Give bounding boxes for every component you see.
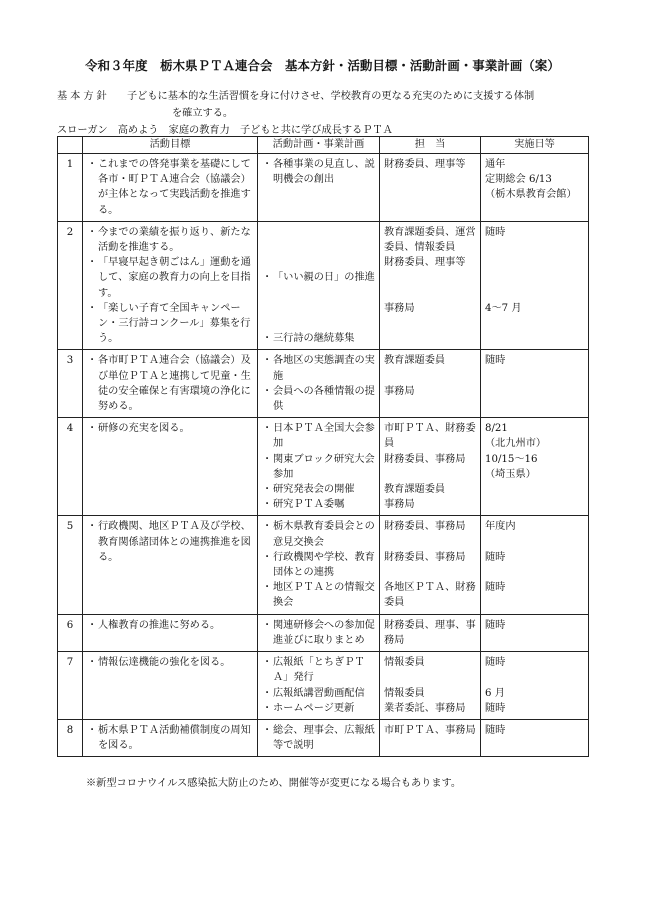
cell-plans bbox=[258, 154, 380, 222]
bullet-mark: ・ bbox=[87, 724, 98, 736]
header-charge: 担 当 bbox=[380, 137, 481, 154]
basic-policy-text: 子どもに基本的な生活習慣を身に付けさせ、学校教育の更なる充実のために支援する体制 bbox=[127, 91, 535, 102]
cell-line: 事務局 bbox=[384, 302, 415, 314]
bullet-mark: ・ bbox=[87, 257, 98, 269]
spacer-line bbox=[384, 286, 476, 301]
basic-policy-line1 bbox=[57, 88, 617, 105]
cell-dates bbox=[481, 719, 589, 756]
slogan-text: 高めよう 家庭の教育力 子どもと共に学び成長するＰＴＡ bbox=[117, 125, 393, 136]
cell-line: 情報委員 bbox=[384, 657, 425, 669]
cell-line: 事務局 bbox=[384, 499, 415, 511]
spacer-line bbox=[262, 301, 375, 316]
table-row bbox=[58, 418, 589, 516]
bullet-text: 研究発表会の開催 bbox=[273, 484, 355, 496]
cell-goals bbox=[83, 418, 258, 516]
cell-dates bbox=[481, 418, 589, 516]
table-row bbox=[58, 516, 589, 614]
cell-plans bbox=[258, 614, 380, 651]
row-number: 7 bbox=[58, 652, 83, 720]
table-row bbox=[58, 154, 589, 222]
bullet-item bbox=[87, 157, 253, 218]
bullet-mark: ・ bbox=[262, 657, 273, 669]
cell-line: 各地区ＰＴＡ、財務委員 bbox=[384, 582, 476, 609]
cell-line: 情報委員 bbox=[384, 687, 425, 699]
bullet-text: 日本ＰＴＡ全国大会参加 bbox=[273, 423, 375, 450]
cell-line: （埼玉県） bbox=[485, 468, 536, 480]
bullet-item bbox=[87, 225, 253, 255]
bullet-item bbox=[262, 421, 375, 451]
bullet-mark: ・ bbox=[262, 333, 273, 345]
spacer-line bbox=[485, 286, 584, 301]
slogan bbox=[57, 121, 393, 136]
bullet-item bbox=[262, 157, 375, 187]
header-number bbox=[58, 137, 83, 154]
cell-line: 財務委員、理事等 bbox=[384, 159, 466, 170]
cell-plans bbox=[258, 719, 380, 756]
bullet-mark: ・ bbox=[87, 423, 98, 435]
bullet-item bbox=[262, 580, 375, 610]
cell-line: 8/21 bbox=[485, 423, 508, 435]
bullet-mark: ・ bbox=[262, 521, 273, 533]
bullet-mark: ・ bbox=[262, 619, 273, 631]
cell-dates bbox=[481, 652, 589, 720]
spacer-line bbox=[384, 467, 476, 482]
bullet-item bbox=[262, 353, 375, 383]
cell-line: 随時 bbox=[485, 724, 506, 736]
cell-charge bbox=[380, 350, 481, 418]
row-number: 6 bbox=[58, 614, 83, 651]
cell-dates bbox=[481, 516, 589, 614]
bullet-mark: ・ bbox=[262, 453, 273, 465]
table-header-row bbox=[58, 137, 589, 154]
bullet-mark: ・ bbox=[87, 521, 98, 533]
table-row bbox=[58, 652, 589, 720]
cell-line: 定期総会 6/13 bbox=[485, 174, 552, 186]
cell-plans bbox=[258, 350, 380, 418]
cell-dates bbox=[481, 154, 589, 222]
bullet-mark: ・ bbox=[262, 687, 273, 699]
cell-line: 教育課題委員 bbox=[384, 355, 446, 367]
bullet-text: ホームページ更新 bbox=[273, 702, 355, 714]
cell-charge bbox=[380, 614, 481, 651]
cell-charge bbox=[380, 418, 481, 516]
spacer-line bbox=[262, 255, 375, 270]
row-number: 8 bbox=[58, 719, 83, 756]
bullet-mark: ・ bbox=[262, 355, 273, 367]
cell-charge bbox=[380, 719, 481, 756]
bullet-mark: ・ bbox=[87, 355, 98, 367]
bullet-mark: ・ bbox=[87, 159, 98, 170]
spacer-line bbox=[384, 535, 476, 550]
header-plan: 活動計画・事業計画 bbox=[258, 137, 380, 154]
spacer-line bbox=[262, 240, 375, 255]
cell-line: （栃木県教育会館） bbox=[485, 189, 577, 201]
cell-line: 財務委員、事務局 bbox=[384, 551, 466, 563]
spacer-line bbox=[485, 535, 584, 550]
bullet-item bbox=[262, 482, 375, 497]
header-date: 実施日等 bbox=[481, 137, 589, 154]
row-number: 1 bbox=[58, 154, 83, 222]
bullet-item bbox=[262, 550, 375, 580]
cell-line: 随時 bbox=[485, 551, 506, 563]
bullet-text: 研修の充実を図る。 bbox=[98, 423, 190, 435]
cell-line: 市町ＰＴＡ、財務委員 bbox=[384, 423, 476, 450]
bullet-mark: ・ bbox=[262, 385, 273, 397]
bullet-text: 栃木県教育委員会との意見交換会 bbox=[273, 521, 375, 548]
row-number: 3 bbox=[58, 350, 83, 418]
bullet-item bbox=[87, 301, 253, 347]
cell-plans bbox=[258, 516, 380, 614]
basic-policy bbox=[57, 88, 617, 122]
bullet-mark: ・ bbox=[262, 551, 273, 563]
cell-line: 事務局 bbox=[384, 385, 415, 397]
bullet-item bbox=[262, 497, 375, 512]
bullet-text: 人権教育の推進に努める。 bbox=[98, 619, 221, 631]
cell-line: 財務委員、事務局 bbox=[384, 521, 466, 533]
bullet-text: 行政機関や学校、教育団体との連携 bbox=[273, 551, 375, 579]
spacer-line bbox=[384, 670, 476, 685]
spacer-line bbox=[485, 270, 584, 285]
bullet-text: 「楽しい子育て全国キャンペーン・三行詩コンクール」募集を行う。 bbox=[98, 302, 251, 345]
spacer-line bbox=[485, 255, 584, 270]
cell-plans bbox=[258, 418, 380, 516]
cell-line: 6 月 bbox=[485, 687, 505, 699]
bullet-text: 栃木県ＰＴＡ活動補償制度の周知を図る。 bbox=[98, 724, 251, 752]
slogan-label: スローガン bbox=[57, 125, 108, 136]
bullet-text: 情報伝達機能の強化を図る。 bbox=[98, 657, 231, 669]
cell-line: 財務委員、事務局 bbox=[384, 453, 466, 465]
bullet-text: 広報紙講習動画配信 bbox=[273, 687, 365, 699]
bullet-item bbox=[262, 723, 375, 753]
cell-line: 市町ＰＴＡ、事務局 bbox=[384, 724, 476, 736]
cell-dates bbox=[481, 350, 589, 418]
spacer-line bbox=[384, 565, 476, 580]
bullet-text: 「早寝早起き朝ごはん」運動を通して、家庭の教育力の向上を目指す。 bbox=[98, 257, 251, 299]
cell-charge bbox=[380, 516, 481, 614]
plan-table bbox=[57, 136, 589, 757]
bullet-text: 各市町ＰＴＡ連合会（協議会）及び単位ＰＴＡと連携して児童・生徒の安全確保と有害環境の浄化に努める。 bbox=[98, 355, 251, 413]
table-row bbox=[58, 614, 589, 651]
cell-goals bbox=[83, 350, 258, 418]
spacer-line bbox=[384, 369, 476, 384]
spacer-line bbox=[485, 240, 584, 255]
cell-line: 教育課題委員、運営委員、情報委員 bbox=[384, 226, 476, 254]
cell-charge bbox=[380, 652, 481, 720]
bullet-text: 地区ＰＴＡとの情報交換会 bbox=[273, 582, 375, 609]
spacer-line bbox=[485, 670, 584, 685]
basic-policy-line2: を確立する。 bbox=[172, 108, 234, 119]
bullet-item bbox=[87, 618, 253, 633]
cell-line: 随時 bbox=[485, 582, 506, 594]
cell-line: 財務委員、理事等 bbox=[384, 257, 466, 269]
cell-line: 随時 bbox=[485, 702, 506, 714]
bullet-mark: ・ bbox=[262, 724, 273, 736]
bullet-text: 関連研修会への参加促進並びに取りまとめ bbox=[273, 619, 375, 646]
bullet-text: 広報紙「とちぎＰＴＡ」発行 bbox=[273, 657, 365, 684]
bullet-item bbox=[262, 384, 375, 414]
bullet-mark: ・ bbox=[262, 159, 273, 170]
bullet-mark: ・ bbox=[262, 484, 273, 496]
spacer-line bbox=[262, 316, 375, 331]
bullet-mark: ・ bbox=[87, 657, 98, 669]
bullet-item bbox=[262, 331, 375, 346]
cell-goals bbox=[83, 221, 258, 350]
bullet-mark: ・ bbox=[262, 272, 273, 284]
basic-policy-label: 基本方針 bbox=[57, 91, 110, 102]
bullet-item bbox=[87, 421, 253, 436]
cell-line: 教育課題委員 bbox=[384, 484, 446, 496]
table-row bbox=[58, 221, 589, 350]
bullet-text: 行政機関、地区ＰＴＡ及び学校、教育関係諸団体との連携推進を図る。 bbox=[98, 521, 251, 563]
cell-line: 通年 bbox=[485, 159, 506, 170]
cell-goals bbox=[83, 719, 258, 756]
bullet-text: 今までの業績を振り返り、新たな活動を推進する。 bbox=[98, 226, 251, 254]
cell-plans bbox=[258, 652, 380, 720]
cell-dates bbox=[481, 614, 589, 651]
bullet-mark: ・ bbox=[87, 302, 98, 314]
bullet-item bbox=[262, 519, 375, 549]
cell-goals bbox=[83, 652, 258, 720]
cell-charge bbox=[380, 154, 481, 222]
bullet-item bbox=[262, 618, 375, 648]
cell-goals bbox=[83, 516, 258, 614]
bullet-mark: ・ bbox=[262, 423, 273, 435]
cell-line: 年度内 bbox=[485, 521, 516, 533]
bullet-item bbox=[87, 723, 253, 753]
spacer-line bbox=[384, 270, 476, 285]
row-number: 5 bbox=[58, 516, 83, 614]
bullet-item bbox=[262, 655, 375, 685]
cell-plans bbox=[258, 221, 380, 350]
row-number: 2 bbox=[58, 221, 83, 350]
cell-line: 随時 bbox=[485, 657, 506, 669]
table-row bbox=[58, 719, 589, 756]
bullet-item bbox=[87, 519, 253, 565]
bullet-text: 三行詩の継続募集 bbox=[273, 333, 355, 345]
header-goal: 活動目標 bbox=[83, 137, 258, 154]
bullet-mark: ・ bbox=[87, 619, 98, 631]
spacer-line bbox=[485, 565, 584, 580]
bullet-text: 各種事業の見直し、説明機会の創出 bbox=[273, 159, 375, 186]
bullet-item bbox=[262, 452, 375, 482]
cell-line: 随時 bbox=[485, 619, 506, 631]
bullet-item bbox=[87, 353, 253, 414]
plan-table-body bbox=[58, 154, 589, 757]
bullet-item bbox=[262, 270, 375, 285]
cell-line: 随時 bbox=[485, 355, 506, 367]
cell-goals bbox=[83, 154, 258, 222]
cell-line: 4～7 月 bbox=[485, 302, 522, 314]
cell-line: 随時 bbox=[485, 226, 506, 238]
table-row bbox=[58, 350, 589, 418]
cell-dates bbox=[481, 221, 589, 350]
bullet-text: 研究ＰＴＡ委嘱 bbox=[273, 499, 345, 511]
bullet-mark: ・ bbox=[262, 582, 273, 594]
cell-goals bbox=[83, 614, 258, 651]
cell-line: 業者委託、事務局 bbox=[384, 702, 466, 714]
spacer-line bbox=[262, 225, 375, 240]
bullet-item bbox=[87, 655, 253, 670]
bullet-text: 「いい親の日」の推進 bbox=[273, 272, 375, 284]
bullet-mark: ・ bbox=[262, 499, 273, 511]
bullet-text: 各地区の実態調査の実施 bbox=[273, 355, 375, 382]
bullet-item bbox=[262, 701, 375, 716]
bullet-item bbox=[262, 686, 375, 701]
page-title: 令和３年度 栃木県ＰＴＡ連合会 基本方針・活動目標・活動計画・事業計画（案） bbox=[85, 58, 560, 73]
cell-line: （北九州市） bbox=[485, 438, 547, 450]
bullet-text: 関東ブロック研究大会参加 bbox=[273, 453, 375, 480]
bullet-mark: ・ bbox=[262, 702, 273, 714]
row-number: 4 bbox=[58, 418, 83, 516]
cell-line: 10/15～16 bbox=[485, 453, 538, 465]
footnote: ※新型コロナウイルス感染拡大防止のため、開催等が変更になる場合もあります。 bbox=[86, 778, 462, 789]
spacer-line bbox=[262, 286, 375, 301]
cell-charge bbox=[380, 221, 481, 350]
bullet-mark: ・ bbox=[87, 226, 98, 238]
bullet-text: 総会、理事会、広報紙等で説明 bbox=[273, 724, 375, 752]
bullet-text: 会員への各種情報の提供 bbox=[273, 385, 375, 413]
bullet-item bbox=[87, 255, 253, 301]
cell-line: 財務委員、理事、事務局 bbox=[384, 619, 476, 646]
bullet-text: これまでの啓発事業を基礎にして各市・町ＰＴＡ連合会（協議会）が主体となって実践活動を推進する。 bbox=[98, 159, 251, 216]
